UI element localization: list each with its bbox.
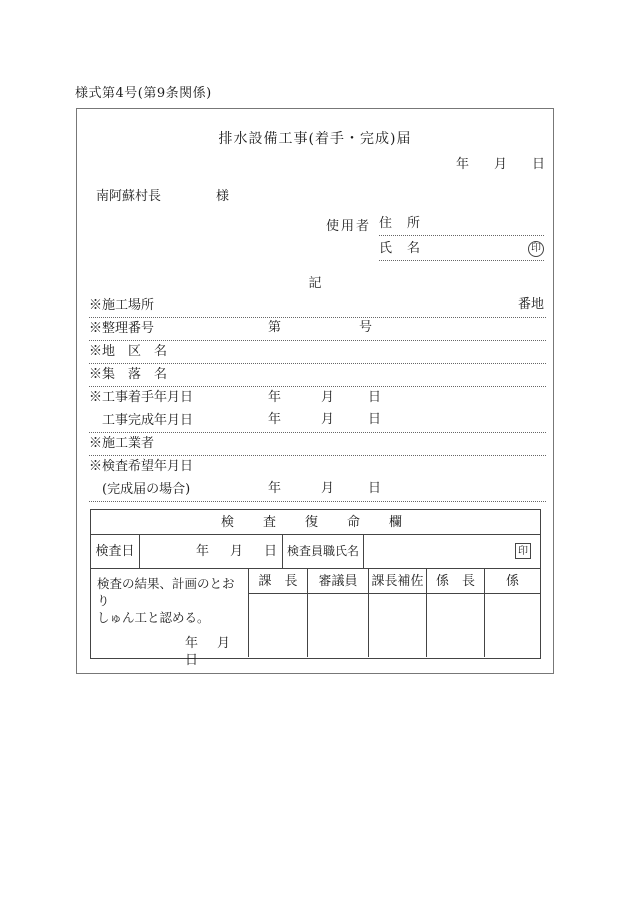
field-work-completion-date	[89, 410, 546, 433]
field-label: ※施工業者	[89, 436, 155, 451]
note-heading: 記	[308, 276, 322, 291]
field-work-start-date	[89, 387, 546, 410]
field-reference-number	[89, 318, 546, 341]
result-line1: 検査の結果、計画のとおり	[97, 576, 235, 608]
month-label: 月	[321, 390, 335, 405]
month-label: 月	[321, 481, 335, 496]
inspection-date-cell	[140, 535, 283, 568]
approval-column-kacho	[249, 569, 308, 657]
approval-column-kakaricho	[427, 569, 485, 657]
month-label: 月	[229, 544, 243, 559]
month-label: 月	[217, 636, 234, 651]
dai-label: 第	[268, 320, 282, 335]
field-hamlet-name	[89, 364, 546, 387]
field-label: ※整理番号	[89, 321, 155, 336]
year-label: 年	[268, 481, 282, 496]
day-label: 日	[531, 157, 545, 172]
form-border-box	[76, 108, 554, 674]
inspection-date-label: 検査日	[91, 535, 140, 568]
approval-row	[91, 569, 540, 668]
year-label: 年	[185, 636, 202, 651]
day-label: 日	[263, 544, 277, 559]
field-inspection-request-date	[89, 456, 546, 479]
inspection-report-table	[90, 509, 541, 668]
inspection-result-cell	[91, 569, 249, 668]
year-label: 年	[455, 157, 469, 172]
result-date-line	[97, 635, 246, 669]
approval-column-header: 係 長	[427, 569, 484, 594]
field-completion-case-date	[89, 479, 546, 502]
inspector-name-label: 検査員職氏名	[283, 535, 364, 568]
user-label: 使用者	[326, 219, 372, 234]
seal-circle-mark: 印	[528, 241, 544, 257]
approval-column-header: 課長補佐	[369, 569, 426, 594]
name-fill-line	[379, 236, 544, 261]
approval-column-header: 審議員	[308, 569, 368, 594]
address-fill-line	[379, 212, 544, 236]
field-label: ※工事着手年月日	[89, 390, 194, 405]
month-label: 月	[493, 157, 507, 172]
approval-column-kacho-hosa	[369, 569, 427, 657]
day-label: 日	[185, 653, 202, 668]
approval-column-header: 係	[485, 569, 540, 594]
field-label: ※集 落 名	[89, 367, 168, 382]
addressee-line	[96, 185, 229, 204]
inspection-date-row	[91, 535, 540, 569]
field-label: (完成届の場合)	[89, 482, 191, 497]
field-district-name	[89, 341, 546, 364]
day-label: 日	[368, 481, 382, 496]
banchi-suffix: 番地	[517, 297, 544, 312]
user-section	[326, 212, 544, 261]
year-label: 年	[268, 390, 282, 405]
field-label: 工事完成年月日	[89, 413, 194, 428]
gou-label: 号	[359, 320, 373, 335]
day-label: 日	[368, 412, 382, 427]
submission-date-line	[456, 153, 545, 172]
day-label: 日	[368, 390, 382, 405]
month-label: 月	[321, 412, 335, 427]
year-label: 年	[195, 544, 209, 559]
result-line2: しゅん工と認める。	[97, 610, 210, 625]
inspection-table-title: 検 査 復 命 欄	[91, 510, 540, 535]
approval-column-kakari	[485, 569, 540, 657]
form-title: 排水設備工事(着手・完成)届	[218, 131, 412, 147]
field-label: ※施工場所	[89, 298, 155, 313]
approval-column-header: 課 長	[249, 569, 307, 594]
year-label: 年	[268, 412, 282, 427]
field-construction-site	[89, 295, 546, 318]
honorific: 様	[216, 189, 230, 204]
inspector-seal-cell	[364, 535, 540, 568]
approval-column-shingiin	[308, 569, 369, 657]
name-label: 氏 名	[379, 241, 422, 256]
field-label: ※検査希望年月日	[89, 459, 194, 474]
address-label: 住 所	[379, 216, 422, 231]
form-code: 様式第4号(第9条関係)	[75, 86, 212, 101]
seal-box-mark: 印	[515, 543, 531, 559]
field-contractor	[89, 433, 546, 456]
field-label: ※地 区 名	[89, 344, 168, 359]
form-fields	[89, 295, 546, 502]
addressee-name: 南阿蘇村長	[96, 189, 162, 204]
